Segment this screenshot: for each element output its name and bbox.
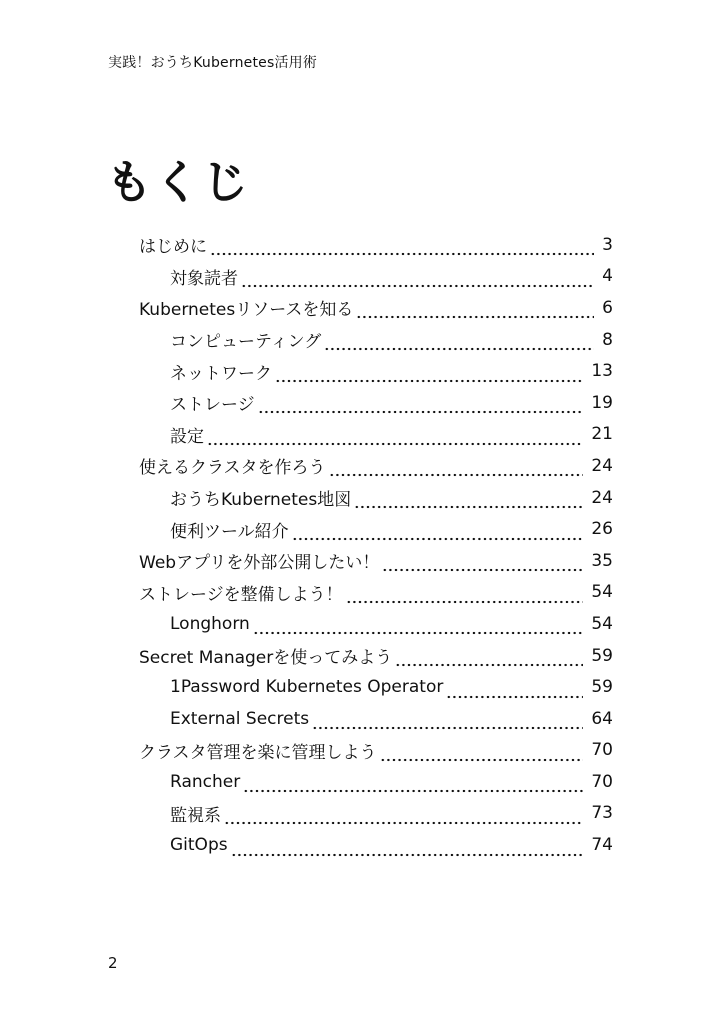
- toc-entry[interactable]: [139, 798, 613, 830]
- toc-entry-page: 35: [591, 550, 613, 571]
- dot-leader: [380, 745, 584, 762]
- toc-entry-page: 3: [602, 234, 613, 255]
- toc-entry-page: 24: [591, 455, 613, 476]
- dot-leader: [382, 555, 583, 572]
- toc-entry[interactable]: [139, 292, 613, 324]
- toc-entry[interactable]: [139, 450, 613, 482]
- toc-entry[interactable]: [139, 640, 613, 672]
- toc-entry-label: External Secrets: [170, 709, 312, 729]
- dot-leader: [329, 460, 584, 477]
- dot-leader: [312, 713, 583, 730]
- toc-entry-label: はじめに: [139, 232, 210, 257]
- toc-entry-page: 8: [602, 329, 613, 350]
- toc-entry[interactable]: [139, 324, 613, 356]
- toc-entry-page: 24: [591, 487, 613, 508]
- dot-leader: [241, 271, 594, 288]
- toc-entry-page: 54: [591, 613, 613, 634]
- toc-entry-label: ネットワーク: [170, 359, 275, 384]
- toc-entry-label: Webアプリを外部公開したい！: [139, 548, 382, 573]
- toc-entry-page: 54: [591, 582, 613, 603]
- page-title: もくじ: [106, 155, 250, 209]
- toc-entry-page: 70: [591, 740, 613, 761]
- toc-entry[interactable]: [139, 229, 613, 261]
- dot-leader: [356, 302, 594, 319]
- dot-leader: [231, 840, 584, 857]
- dot-leader: [243, 776, 583, 793]
- dot-leader: [224, 808, 583, 825]
- toc-entry[interactable]: [139, 355, 613, 387]
- toc-entry-label: ストレージを整備しよう！: [139, 580, 346, 605]
- toc-entry-page: 13: [591, 361, 613, 382]
- toc-entry-label: 対象読者: [170, 264, 241, 289]
- toc-entry-label: Kubernetesリソースを知る: [139, 295, 356, 320]
- toc-entry[interactable]: [139, 387, 613, 419]
- toc-entry-label: Longhorn: [170, 614, 253, 634]
- toc-entry-label: 1Password Kubernetes Operator: [170, 677, 446, 697]
- toc-entry-page: 26: [591, 519, 613, 540]
- toc-entry[interactable]: [139, 766, 613, 798]
- toc-entry-page: 64: [591, 708, 613, 729]
- table-of-contents: [139, 229, 613, 861]
- toc-entry-label: 便利ツール紹介: [170, 517, 292, 542]
- toc-entry-page: 21: [591, 424, 613, 445]
- toc-entry[interactable]: [139, 577, 613, 609]
- dot-leader: [275, 366, 583, 383]
- toc-entry-page: 74: [591, 835, 613, 856]
- toc-entry[interactable]: [139, 261, 613, 293]
- toc-entry-label: クラスタ管理を楽に管理しよう: [139, 738, 380, 763]
- dot-leader: [346, 587, 584, 604]
- dot-leader: [395, 650, 583, 667]
- toc-entry-label: Rancher: [170, 772, 243, 792]
- toc-entry-page: 6: [602, 297, 613, 318]
- toc-entry-page: 4: [602, 266, 613, 287]
- toc-entry[interactable]: [139, 735, 613, 767]
- toc-entry-label: 使えるクラスタを作ろう: [139, 453, 329, 478]
- toc-entry-page: 70: [591, 771, 613, 792]
- dot-leader: [324, 334, 594, 351]
- toc-entry-page: 19: [591, 392, 613, 413]
- toc-entry[interactable]: [139, 703, 613, 735]
- toc-entry-page: 59: [591, 645, 613, 666]
- dot-leader: [292, 524, 584, 541]
- toc-entry[interactable]: [139, 545, 613, 577]
- toc-entry[interactable]: [139, 608, 613, 640]
- dot-leader: [446, 682, 583, 699]
- dot-leader: [210, 239, 594, 256]
- toc-entry[interactable]: [139, 419, 613, 451]
- toc-entry-label: ストレージ: [170, 390, 258, 415]
- page-number: 2: [108, 954, 118, 972]
- dot-leader: [354, 492, 583, 509]
- toc-entry[interactable]: [139, 482, 613, 514]
- toc-entry-label: おうちKubernetes地図: [170, 485, 354, 510]
- toc-entry[interactable]: [139, 513, 613, 545]
- dot-leader: [207, 429, 583, 446]
- toc-entry-page: 59: [591, 677, 613, 698]
- toc-entry-label: GitOps: [170, 835, 231, 855]
- toc-entry-label: 監視系: [170, 801, 224, 826]
- toc-entry[interactable]: [139, 671, 613, 703]
- toc-entry[interactable]: [139, 829, 613, 861]
- dot-leader: [258, 397, 584, 414]
- running-header: 実践！おうちKubernetes活用術: [108, 55, 318, 71]
- dot-leader: [253, 618, 584, 635]
- toc-entry-label: Secret Managerを使ってみよう: [139, 643, 395, 668]
- toc-entry-label: コンピューティング: [170, 327, 324, 352]
- toc-entry-label: 設定: [170, 422, 207, 447]
- toc-entry-page: 73: [591, 803, 613, 824]
